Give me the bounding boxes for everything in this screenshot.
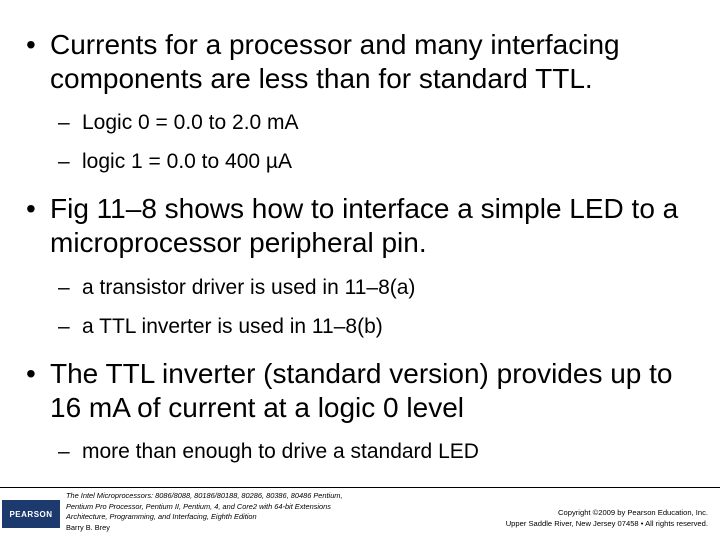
- sub-bullet-3-1: [58, 439, 479, 465]
- pearson-logo: PEARSON: [2, 500, 60, 528]
- footer-divider: [0, 487, 720, 488]
- sub-bullet-2-1: [58, 275, 415, 301]
- sub-bullet-2-2: [58, 314, 383, 340]
- bullet-text: The TTL inverter (standard version) provides up to 16 mA of current at a logic 0 level: [50, 358, 673, 423]
- dash-marker: –: [58, 315, 70, 338]
- sub-bullet-text: a TTL inverter is used in 11–8(b): [82, 315, 383, 338]
- bullet-marker: •: [26, 193, 36, 224]
- footer-book-line: Architecture, Programming, and Interfacing, Eighth Edition: [66, 512, 257, 521]
- bullet-text: Currents for a processor and many interfacing components are less than for standard TTL.: [50, 29, 620, 94]
- dash-marker: –: [58, 276, 70, 299]
- footer-copyright-line: Upper Saddle River, New Jersey 07458 • All rights reserved.: [505, 519, 708, 528]
- sub-bullet-text: logic 1 = 0.0 to 400 µA: [82, 150, 292, 173]
- bullet-marker: •: [26, 358, 36, 389]
- footer-book-line: The Intel Microprocessors: 8086/8088, 80186/80188, 80286, 80386, 80486 Pentium,: [66, 491, 343, 500]
- sub-bullet-1-2: [58, 149, 292, 175]
- footer-copyright-line: Copyright ©2009 by Pearson Education, Inc.: [558, 508, 708, 517]
- bullet-3: [26, 357, 710, 425]
- dash-marker: –: [58, 440, 70, 463]
- bullet-marker: •: [26, 29, 36, 60]
- sub-bullet-text: a transistor driver is used in 11–8(a): [82, 276, 416, 299]
- footer-book-info: [66, 491, 386, 533]
- footer-book-line: Pentium Pro Processor, Pentium II, Pentium, 4, and Core2 with 64-bit Extensions: [66, 501, 331, 511]
- sub-bullet-1-1: [58, 110, 299, 136]
- bullet-1: [26, 28, 710, 96]
- bullet-2: [26, 192, 710, 260]
- sub-bullet-text: more than enough to drive a standard LED: [82, 440, 479, 463]
- footer-copyright: [506, 507, 708, 529]
- sub-bullet-text: Logic 0 = 0.0 to 2.0 mA: [82, 111, 299, 134]
- bullet-text: Fig 11–8 shows how to interface a simple LED to a microprocessor peripheral pin.: [50, 193, 679, 258]
- dash-marker: –: [58, 111, 70, 134]
- dash-marker: –: [58, 150, 70, 173]
- footer-author: Barry B. Brey: [66, 522, 110, 532]
